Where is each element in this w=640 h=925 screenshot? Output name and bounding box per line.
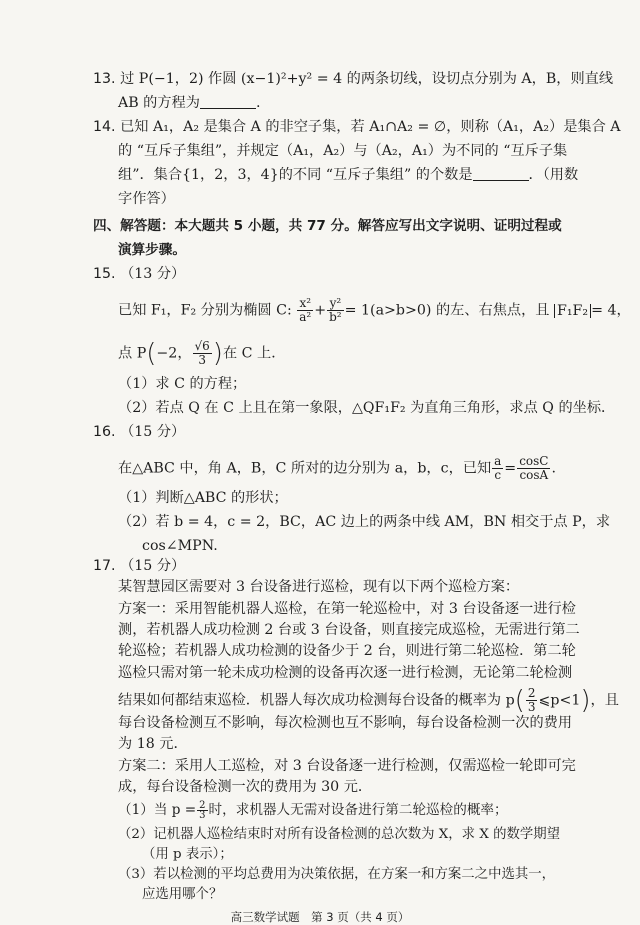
q15-score: （13 分） (120, 266, 186, 282)
fraction: $\frac{\text{y²}}{\text{b²}}$ (329, 296, 342, 324)
q16-line-1: 在△ABC 中，角 A，B，C 所对的边分别为 a，b，c，已知 $\frac{a}{c}$ = $\frac{\cos C}{\cos A}$ . (118, 454, 556, 482)
q17-sub-2a: （2）记机器人巡检结束时对所有设备检测的总次数为 X，求 X 的数学期望 (118, 826, 561, 842)
fraction: $\frac{\text{x²}}{\text{a²}}$ (299, 296, 312, 324)
q15-number: 15. (93, 266, 116, 282)
q14-line-3: 组”．集合{1，2，3，4}的不同 “互斥子集组” 的个数是 ．（用数 (118, 167, 579, 183)
section-4-heading-cont: 演算步骤。 (118, 242, 186, 258)
q17-sub-3b: 应选用哪个？ (142, 886, 223, 902)
q17-line-1: 某智慧园区需要对 3 台设备进行巡检，现有以下两个巡检方案： (118, 579, 520, 596)
page-footer: 高三数学试题 第 3 页（共 4 页） (230, 909, 410, 924)
answer-blank (200, 94, 256, 109)
q15-line-2: 点 P(−2， $\frac{√6}{3}$ )在 C 上． (118, 338, 286, 369)
q17-line-9: 方案二：采用人工巡检，对 3 台设备逐一进行检测，仅需巡检一轮即可完 (118, 757, 576, 774)
q14-line-1: 14. 已知 A₁，A₂ 是集合 A 的非空子集，若 A₁∩A₂ = ∅，则称（A₁，A₂）是集合 A (93, 119, 621, 135)
answer-blank (473, 166, 529, 181)
q13-line-2: AB 的方程为 . (118, 95, 261, 111)
q17-line-6: 结果如何都结束巡检．机器人每次成功检测每台设备的概率为 p( $\frac{2}{3}$ ⩽p<1)，且 (118, 685, 619, 716)
q17-line-7: 每台设备检测互不影响，每次检测也互不影响，每台设备检测一次的费用 (118, 715, 573, 732)
q17-line-4: 轮巡检；若机器人成功检测的设备少于 2 台，则进行第二轮巡检．第二轮 (118, 643, 576, 660)
section-4-heading: 四、解答题：本大题共 5 小题，共 77 分。解答应写出文字说明、证明过程或 (93, 218, 562, 234)
q17-score: （15 分） (120, 558, 186, 574)
q13-line-1: 13. 过 P(−1，2) 作圆 (x−1)²+y² = 4 的两条切线，设切点分别为 A，B，则直线 (93, 71, 614, 87)
fraction: $\frac{√6}{3}$ (194, 339, 210, 367)
q17-line-2: 方案一：采用智能机器人巡检，在第一轮巡检中，对 3 台设备逐一进行检 (118, 600, 576, 617)
fraction: $\frac{2}{3}$ (527, 685, 536, 714)
q16-score: （15 分） (120, 424, 186, 440)
q17-line-5: 巡检只需对第一轮未成功检测的设备再次逐一进行检测，无论第二轮检测 (118, 664, 573, 681)
q17-header (93, 556, 185, 576)
q17-number: 17. (93, 558, 116, 574)
q14-number: 14. (93, 119, 116, 135)
q14-line-2: 的 “互斥子集组”，并规定（A₁，A₂）与（A₂，A₁）为不同的 “互斥子集 (118, 143, 568, 159)
fraction: $\frac{a}{c}$ (494, 454, 502, 482)
q15-line-1: 已知 F₁，F₂ 分别为椭圆 C: $\frac{\text{x²}}{\text{a²}}$ + $\frac{\text{y²}}{\text{b²}}$ = 1(a>b>0) 的左、右焦点，且 F₁F₂ = 4， (118, 296, 631, 324)
q16-sub-2b: cos∠MPN. (142, 538, 218, 554)
q15-sub-2: （2）若点 Q 在 C 上且在第一象限，△QF₁F₂ 为直角三角形，求点 Q 的坐标． (118, 400, 616, 416)
q17-sub-3a: （3）若以检测的平均总费用为决策依据，在方案一和方案二之中选其一， (118, 866, 556, 882)
q13-number: 13. (93, 71, 116, 87)
fraction: $\frac{\cos C}{\cos A}$ (519, 454, 549, 482)
abs-value: F₁F₂ (554, 304, 591, 318)
q17-line-3: 测，若机器人成功检测 2 台或 3 台设备，则直接完成巡检，无需进行第二 (118, 621, 580, 638)
q16-number: 16. (93, 424, 116, 440)
q17-sub-2b: （用 p 表示）； (142, 846, 233, 862)
q15-sub-1: （1）求 C 的方程； (118, 376, 247, 392)
q15-header (93, 264, 185, 284)
q16-sub-2a: （2）若 b = 4，c = 2，BC，AC 边上的两条中线 AM，BN 相交于点 P，求 (118, 514, 611, 530)
q16-sub-1: （1）判断△ABC 的形状； (118, 490, 288, 506)
q17-sub-1: （1）当 p = $\frac{2}{3}$ 时，求机器人无需对设备进行第二轮巡检的概率； (118, 800, 508, 822)
q16-header (93, 422, 185, 442)
q17-line-10: 成，每台设备检测一次的费用为 30 元． (118, 779, 373, 795)
fraction: $\frac{2}{3}$ (199, 800, 206, 822)
q17-line-8: 为 18 元． (118, 736, 188, 753)
q14-line-4: 字作答） (118, 191, 175, 207)
